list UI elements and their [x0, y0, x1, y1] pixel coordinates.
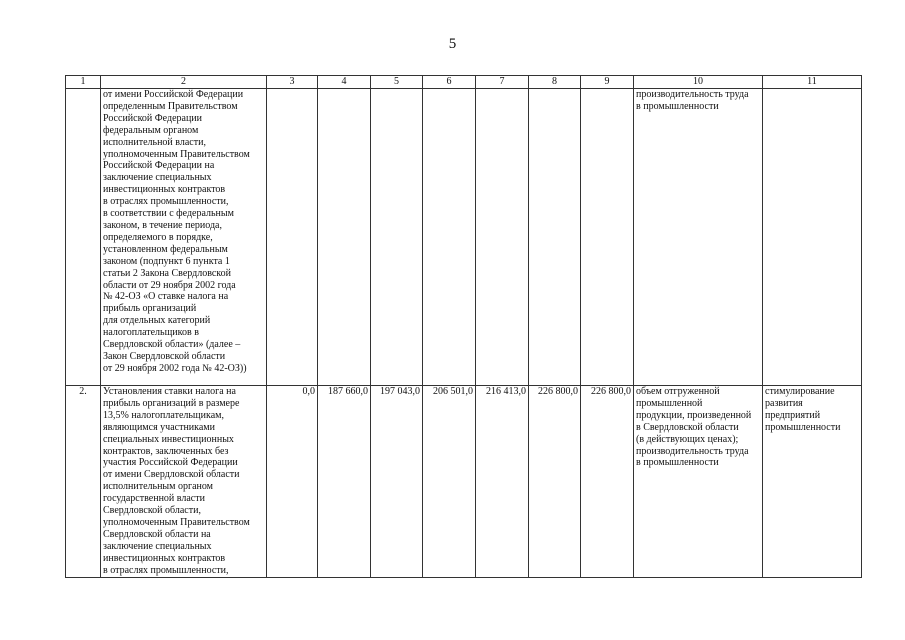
value-col-4 [318, 89, 371, 386]
header-cell-7: 7 [476, 76, 529, 89]
value-col-3: 0,0 [267, 386, 318, 578]
value-col-7: 216 413,0 [476, 386, 529, 578]
value-col-8: 226 800,0 [529, 386, 581, 578]
header-cell-5: 5 [371, 76, 423, 89]
value-col-7 [476, 89, 529, 386]
page-number: 5 [448, 36, 457, 52]
table-row [66, 386, 862, 578]
value-col-9: 226 800,0 [581, 386, 634, 578]
header-cell-9: 9 [581, 76, 634, 89]
value-col-4: 187 660,0 [318, 386, 371, 578]
value-col-8 [529, 89, 581, 386]
row-number [66, 89, 101, 386]
value-col-3 [267, 89, 318, 386]
indicator-cell: производительность труда в промышленности [634, 89, 763, 386]
value-col-5 [371, 89, 423, 386]
indicator-cell: объем отгруженной промышленной продукции, произведенной в Свердловской области (в действующих ценах); производительность труда в промышленности [634, 386, 763, 578]
header-cell-2: 2 [101, 76, 267, 89]
value-col-6 [423, 89, 476, 386]
header-cell-8: 8 [529, 76, 581, 89]
value-col-6: 206 501,0 [423, 386, 476, 578]
table-row [66, 89, 862, 386]
header-cell-11: 11 [763, 76, 862, 89]
tax-expenditure-description: Установления ставки налога на прибыль организаций в размере 13,5% налогоплательщикам, являющимся участниками специальных инвестиционных контрактов, заключенных без участия Российской Федерации от имени Свердловской области исполнительным органом государственной власти Свердловской области, уполномоченным Правительством Свердловской области на заключение специальных инвестиционных контрактов в отраслях промышленности, [101, 386, 267, 578]
goal-cell [763, 89, 862, 386]
goal-cell: стимулирование развития предприятий промышленности [763, 386, 862, 578]
value-col-9 [581, 89, 634, 386]
header-cell-3: 3 [267, 76, 318, 89]
header-cell-1: 1 [66, 76, 101, 89]
row-number: 2. [66, 386, 101, 578]
header-row [66, 76, 862, 89]
value-col-5: 197 043,0 [371, 386, 423, 578]
header-cell-6: 6 [423, 76, 476, 89]
tax-expenditure-description: от имени Российской Федерации определенным Правительством Российской Федерации федеральным органом исполнительной власти, уполномоченным Правительством Российской Федерации на заключение специальных инвестиционных контрактов в отраслях промышленности, в соответствии с федеральным законом, в течение периода, определяемого в порядке, установленном федеральным законом (подпункт 6 пункта 1 статьи 2 Закона Свердловской области от 29 ноября 2002 года № 42-ОЗ «О ставке налога на прибыль организаций для отдельных категорий налогоплательщиков в Свердловской области» (далее – Закон Свердловской области от 29 ноября 2002 года № 42-ОЗ)) [101, 89, 267, 386]
tax-expenditure-table [65, 75, 862, 578]
header-cell-10: 10 [634, 76, 763, 89]
header-cell-4: 4 [318, 76, 371, 89]
